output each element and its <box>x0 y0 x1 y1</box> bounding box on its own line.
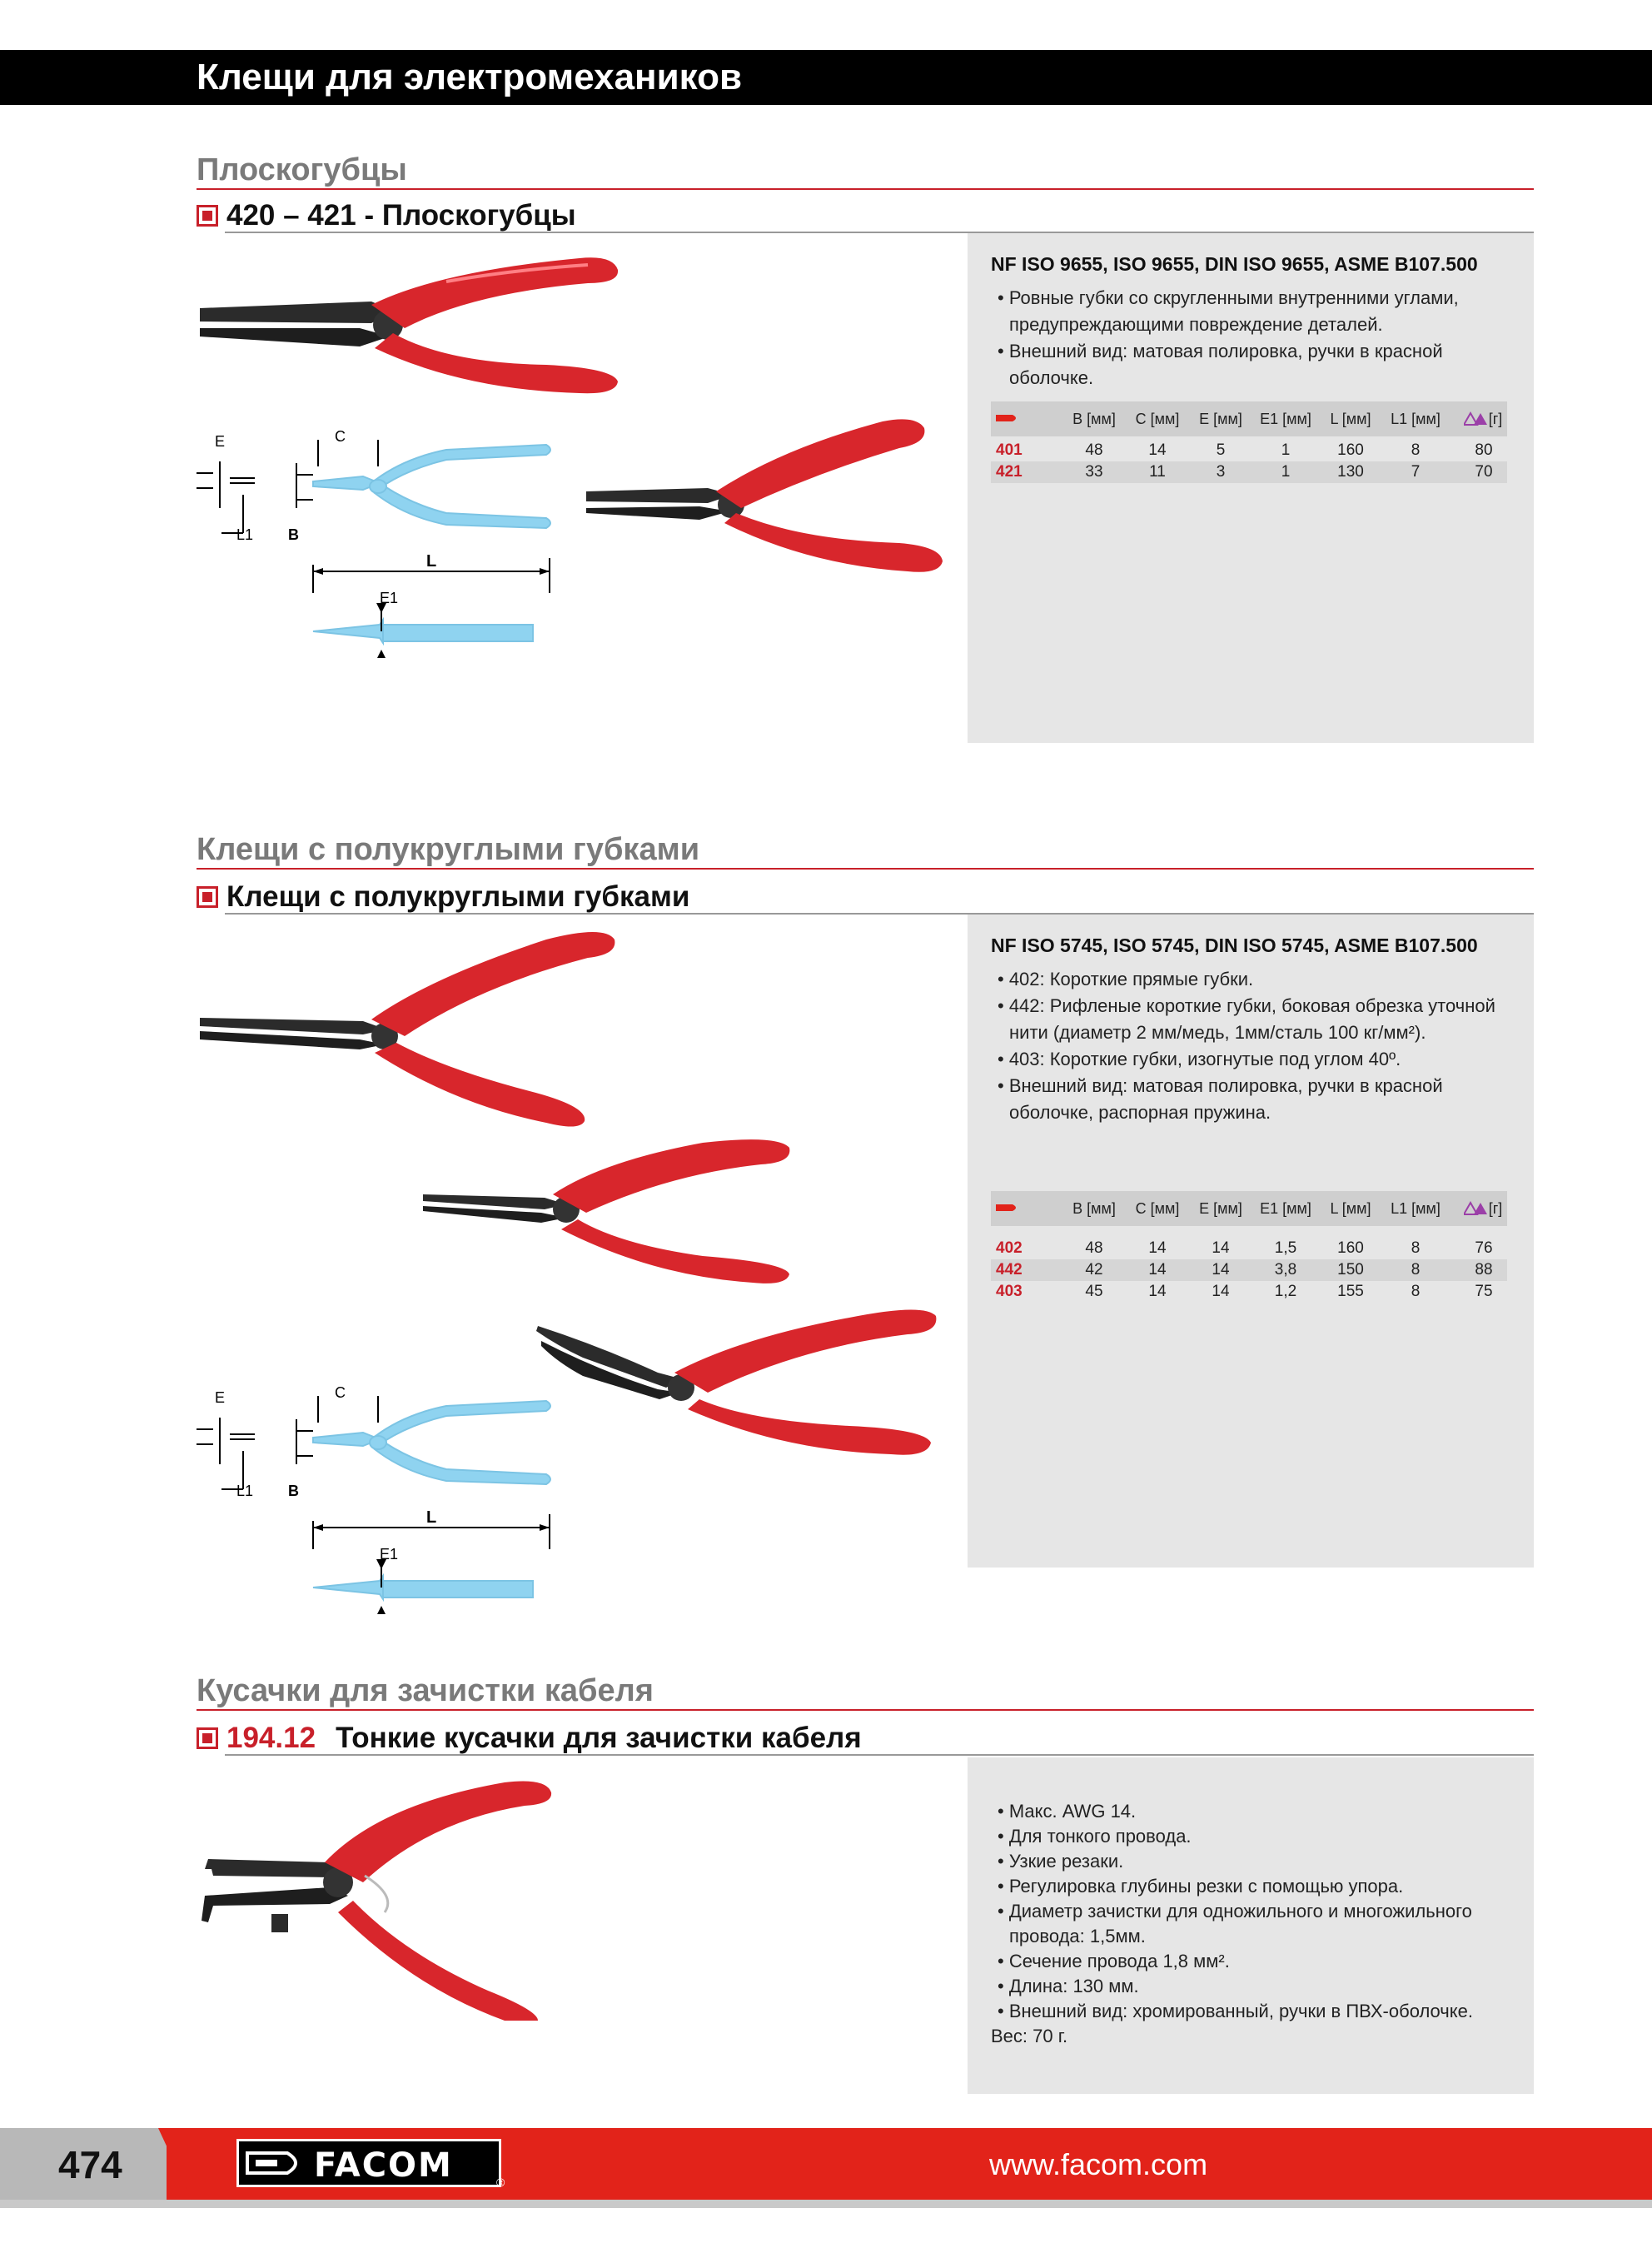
cell: 1 <box>1281 441 1291 459</box>
spec-panel-1 <box>968 233 1534 743</box>
section-rule <box>197 1709 1534 1711</box>
description-item: • Внешний вид: хромированный, ручки в ПВХ-оболочке. <box>998 2001 1473 2021</box>
dim-label-e1: E1 <box>380 590 399 606</box>
col-header-l: L [мм] <box>1330 411 1371 427</box>
description-list <box>991 285 1524 391</box>
cell: 14 <box>1212 1261 1230 1279</box>
cell: 14 <box>1212 1239 1230 1257</box>
cell: 42 <box>1085 1261 1103 1279</box>
pliers-442-image <box>420 1136 803 1286</box>
col-header-e: E [мм] <box>1199 411 1242 427</box>
facom-logo <box>236 2139 501 2187</box>
description-item: • Внешний вид: матовая полировка, ручки в красной оболочке. <box>998 341 1443 388</box>
subtitle-text: - Плоскогубцы <box>356 199 576 232</box>
cell: 8 <box>1411 1261 1421 1279</box>
description-item: • Сечение провода 1,8 мм². <box>998 1951 1230 1971</box>
description-item: • Длина: 130 мм. <box>998 1976 1139 1996</box>
cell: 150 <box>1337 1261 1364 1279</box>
cell: 7 <box>1411 463 1421 481</box>
cell: 14 <box>1148 1261 1167 1279</box>
footer-line <box>0 2200 1652 2208</box>
cell: 130 <box>1337 463 1364 481</box>
cell: 1 <box>1281 463 1291 481</box>
subtitle-194-12 <box>226 1721 862 1756</box>
cell: 70 <box>1475 463 1493 481</box>
subtitle-code: 420 – 421 <box>226 199 356 232</box>
table-row <box>991 1238 1507 1259</box>
spec-table-header <box>991 401 1507 436</box>
cell: 45 <box>1085 1283 1103 1300</box>
dim-label-b: B <box>288 526 299 543</box>
cell: 48 <box>1085 441 1103 459</box>
cell: 160 <box>1337 441 1364 459</box>
registered-mark: ® <box>496 2176 505 2189</box>
subtitle-half-round <box>226 880 689 915</box>
description-item: • Диаметр зачистки для одножильного и многожильного провода: 1,5мм. <box>998 1901 1472 1946</box>
dimension-diagram-1 <box>197 425 563 658</box>
col-header-weight: [г] <box>1488 411 1503 427</box>
cell: 3 <box>1216 463 1226 481</box>
cell: 14 <box>1148 441 1167 459</box>
col-header-l1: L1 [мм] <box>1391 411 1441 427</box>
dim-label-e1: E1 <box>380 1546 399 1563</box>
cable-stripper-image <box>188 1779 571 2021</box>
square-bullet-icon <box>197 886 218 908</box>
article-code-icon <box>996 411 1021 425</box>
standards-text: NF ISO 5745, ISO 5745, DIN ISO 5745, ASME B107.500 <box>991 935 1478 956</box>
article-code: 421 <box>996 463 1023 481</box>
dim-label-e: E <box>215 1389 226 1406</box>
description-list <box>991 1799 1524 2049</box>
description-item: • 403: Короткие губки, изогнутые под углом 40º. <box>998 1049 1401 1069</box>
pliers-403-image <box>533 1296 941 1463</box>
col-header-b: B [мм] <box>1072 411 1116 427</box>
subtitle-code: 194.12 <box>226 1722 316 1754</box>
cell: 80 <box>1475 441 1493 459</box>
col-header-e1: E1 [мм] <box>1260 1200 1311 1217</box>
section-title-flat-pliers: Плоскогубцы <box>197 152 407 187</box>
cell: 75 <box>1475 1283 1493 1300</box>
cell: 14 <box>1212 1283 1230 1300</box>
col-header-l1: L1 [мм] <box>1391 1200 1441 1217</box>
cell: 3,8 <box>1274 1261 1297 1279</box>
facom-emblem-icon <box>246 2148 306 2178</box>
title-bar <box>0 50 1652 105</box>
table-row <box>991 1281 1507 1303</box>
dim-label-b: B <box>288 1483 299 1499</box>
flat-pliers-angled-image <box>583 415 949 581</box>
col-header-weight: [г] <box>1488 1200 1503 1217</box>
cell: 1,5 <box>1274 1239 1297 1257</box>
dim-label-c: C <box>335 428 346 445</box>
article-code: 402 <box>996 1239 1023 1257</box>
page-title: Клещи для электромехаников <box>197 57 743 97</box>
cell: 155 <box>1337 1283 1364 1300</box>
subtitle-text: Клещи с полукруглыми губками <box>226 880 690 913</box>
table-row <box>991 440 1507 461</box>
weight-icon <box>1464 1201 1487 1216</box>
spec-panel-2 <box>968 915 1534 1568</box>
section-title-half-round-pliers: Клещи с полукруглыми губками <box>197 832 700 867</box>
dim-label-l1: L1 <box>236 526 254 543</box>
cell: 8 <box>1411 1283 1421 1300</box>
cell: 8 <box>1411 1239 1421 1257</box>
col-header-e1: E1 [мм] <box>1260 411 1311 427</box>
square-bullet-icon <box>197 205 218 227</box>
description-item: • Ровные губки со скругленными внутренними углами, предупреждающими повреждение деталей. <box>998 287 1459 335</box>
section-rule <box>197 868 1534 870</box>
standards-text: NF ISO 9655, ISO 9655, DIN ISO 9655, ASME B107.500 <box>991 253 1478 275</box>
cell: 1,2 <box>1274 1283 1297 1300</box>
cell: 5 <box>1216 441 1226 459</box>
cell: 8 <box>1411 441 1421 459</box>
col-header-c: C [мм] <box>1135 411 1180 427</box>
weight-icon <box>1464 411 1487 426</box>
flat-pliers-image <box>197 247 629 396</box>
cell: 88 <box>1475 1261 1493 1279</box>
article-code-icon <box>996 1201 1021 1214</box>
dim-label-e: E <box>215 433 226 450</box>
cell: 14 <box>1148 1239 1167 1257</box>
cell: 33 <box>1085 463 1103 481</box>
description-item: • Макс. AWG 14. <box>998 1801 1137 1822</box>
article-code: 403 <box>996 1283 1023 1300</box>
dim-label-l: L <box>426 552 437 571</box>
section-title-cable-strippers: Кусачки для зачистки кабеля <box>197 1673 654 1708</box>
footer-url[interactable]: www.facom.com <box>989 2147 1208 2181</box>
brand-name: FACOM <box>314 2146 453 2185</box>
description-item: • Для тонкого провода. <box>998 1826 1192 1847</box>
cell: 48 <box>1085 1239 1103 1257</box>
footer-slant <box>158 2128 192 2200</box>
spec-panel-3 <box>968 1757 1534 2094</box>
article-code: 401 <box>996 441 1023 459</box>
description-item: • Внешний вид: матовая полировка, ручки в красной оболочке, распорная пружина. <box>998 1075 1443 1123</box>
spec-table-header <box>991 1191 1507 1226</box>
description-item: • Регулировка глубины резки с помощью упора. <box>998 1876 1404 1897</box>
table-row <box>991 461 1507 483</box>
section-rule <box>197 188 1534 190</box>
cell: 76 <box>1475 1239 1493 1257</box>
col-header-l: L [мм] <box>1330 1200 1371 1217</box>
page-number: 474 <box>58 2143 122 2186</box>
dimension-diagram-2 <box>197 1381 563 1614</box>
table-row <box>991 1259 1507 1281</box>
weight-line: Вес: 70 г. <box>991 2026 1068 2046</box>
description-list <box>991 966 1524 1126</box>
pliers-402-image <box>197 928 629 1128</box>
description-item: • 402: Короткие прямые губки. <box>998 969 1254 989</box>
cell: 14 <box>1148 1283 1167 1300</box>
col-header-e: E [мм] <box>1199 1200 1242 1217</box>
col-header-b: B [мм] <box>1072 1200 1116 1217</box>
dim-label-l: L <box>426 1508 437 1527</box>
col-header-c: C [мм] <box>1135 1200 1180 1217</box>
subtitle-420-421 <box>226 198 576 233</box>
square-bullet-icon <box>197 1727 218 1749</box>
cell: 11 <box>1149 463 1166 481</box>
cell: 160 <box>1337 1239 1364 1257</box>
description-item: • Узкие резаки. <box>998 1851 1124 1872</box>
description-item: • 442: Рифленые короткие губки, боковая обрезка уточной нити (диаметр 2 мм/медь, 1мм/сталь 100 кг/мм²). <box>998 995 1495 1043</box>
dim-label-l1: L1 <box>236 1483 254 1499</box>
subtitle-text: Тонкие кусачки для зачистки кабеля <box>336 1722 862 1754</box>
article-code: 442 <box>996 1261 1023 1279</box>
dim-label-c: C <box>335 1384 346 1401</box>
subtitle-rule <box>225 1754 1534 1756</box>
